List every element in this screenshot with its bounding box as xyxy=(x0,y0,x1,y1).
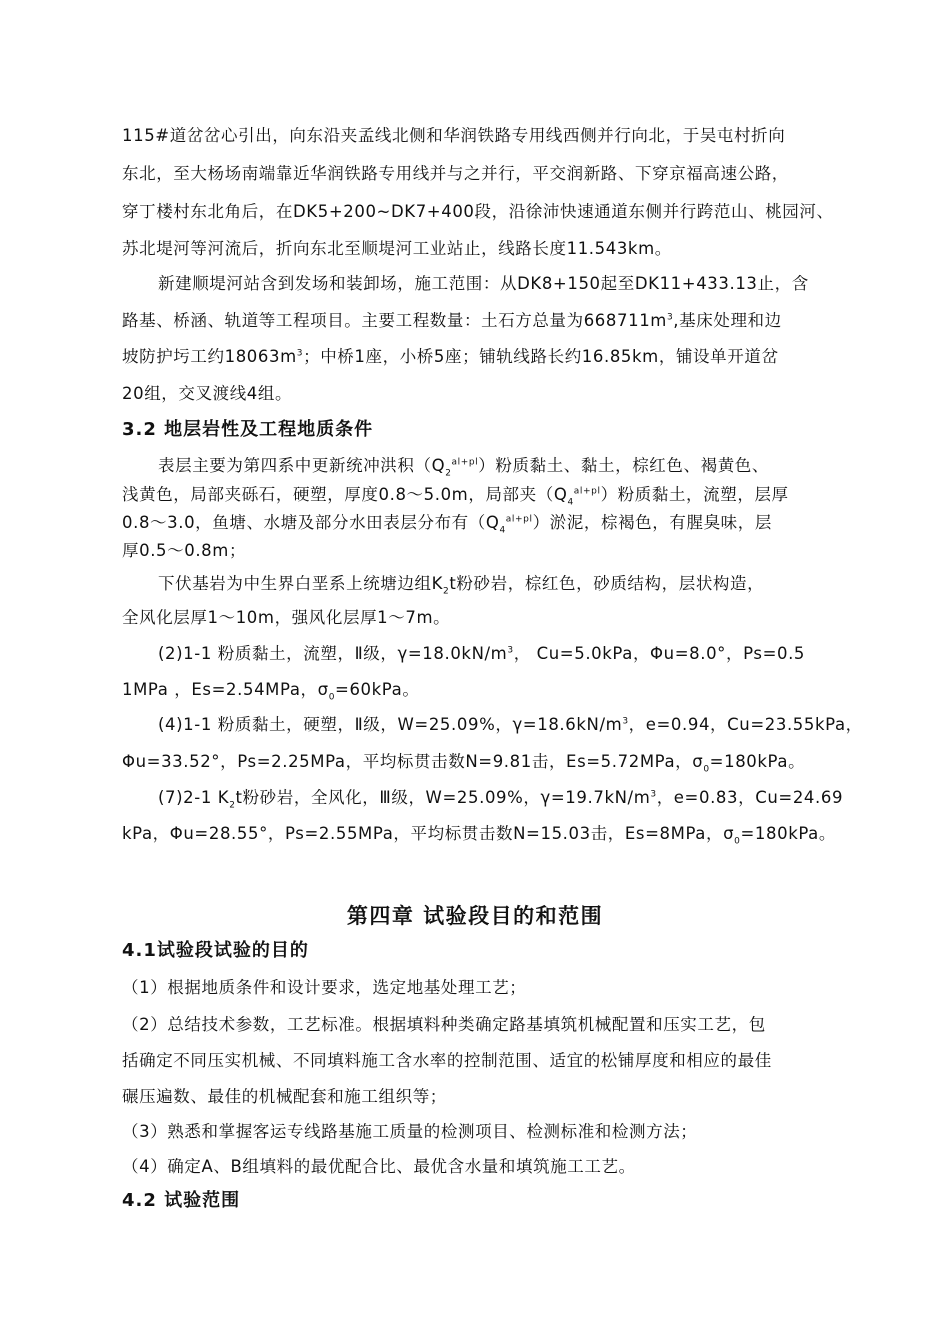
soil-item-7-cont: kPa，Φu=28.55°，Ps=2.55MPa，平均标贯击数N=15.03击，Es=8MPa，$\sigma_0=180kPa$。 xyxy=(122,824,836,847)
para-line: 浅黄色，局部夹砾石，硬塑，厚度0.8～5.0m，局部夹$(Q_4^{al+pl})$粉质黏土，流塑，层厚 xyxy=(122,485,789,508)
list-item-cont: 碾压遍数、最佳的机械配套和施工组织等； xyxy=(122,1087,447,1106)
section-heading-3-2: 3.2 地层岩性及工程地质条件 xyxy=(122,419,374,440)
list-item-cont: 括确定不同压实机械、不同填料施工含水率的控制范围、适宜的松铺厚度和相应的最佳 xyxy=(122,1051,772,1070)
para-line: 东北，至大杨场南端靠近华润铁路专用线并与之并行，平交润新路、下穿京福高速公路， xyxy=(122,164,789,183)
para-line: 下伏基岩为中生界白垩系上统塘边组$K_2t$粉砂岩，棕红色，砂质结构，层状构造， xyxy=(158,574,765,597)
section-heading-4-2: 4.2 试验范围 xyxy=(122,1190,241,1211)
list-item: （4）确定A、B组填料的最优配合比、最优含水量和填筑施工工艺。 xyxy=(122,1157,636,1176)
chapter-title: 第四章 试验段目的和范围 xyxy=(346,904,604,928)
para-line: 穿丁楼村东北角后，在DK5+200~DK7+400段，沿徐沛快速通道东侧并行跨范山、桃园河、 xyxy=(122,202,834,221)
list-item: （3）熟悉和掌握客运专线路基施工质量的检测项目、检测标准和检测方法； xyxy=(122,1122,698,1141)
para-line: 全风化层厚1～10m，强风化层厚1～7m。 xyxy=(122,608,451,627)
para-line: 表层主要为第四系中更新统冲洪积$(Q_2^{al+pl})$粉质黏土、黏土，棕红色、褐黄色、 xyxy=(158,456,769,479)
soil-item-7: (7)2-1 $K_2t$粉砂岩，全风化，Ⅲ级，W=25.09%，$\gamma=19.7kN/m^3$，e=0.83，Cu=24.69 xyxy=(158,788,844,811)
soil-item-2-cont: 1MPa ，Es=2.54MPa，$\sigma_0=60kPa$。 xyxy=(122,680,420,703)
para-line: 新建顺堤河站含到发场和装卸场，施工范围：从DK8+150起至DK11+433.13止，含 xyxy=(158,274,809,293)
para-line: 20组，交叉渡线4组。 xyxy=(122,384,293,403)
para-line: 路基、桥涵、轨道等工程项目。主要工程数量：土石方总量为$668711m^3$,基床处理和边 xyxy=(122,311,782,330)
soil-item-2: (2)1-1 粉质黏土，流塑，Ⅱ级，$\gamma=18.0kN/m^3$， Cu=5.0kPa，Φu=8.0°，Ps=0.5 xyxy=(158,644,806,663)
para-line: 厚0.5～0.8m； xyxy=(122,541,247,560)
soil-item-4-cont: Φu=33.52°，Ps=2.25MPa，平均标贯击数N=9.81击，Es=5.72MPa，$\sigma_0=180kPa$。 xyxy=(122,752,806,775)
soil-item-4: (4)1-1 粉质黏土，硬塑，Ⅱ级，W=25.09%，$\gamma=18.6kN/m^3$，e=0.94，Cu=23.55kPa， xyxy=(158,715,863,734)
para-line: 115#道岔岔心引出，向东沿夹孟线北侧和华润铁路专用线西侧并行向北，于吴屯村折向 xyxy=(122,126,786,145)
list-item: （2）总结技术参数，工艺标准。根据填料种类确定路基填筑机械配置和压实工艺，包 xyxy=(122,1015,766,1034)
para-line: 0.8～3.0，鱼塘、水塘及部分水田表层分布有$(Q_4^{al+pl})$淤泥，棕褐色，有腥臭味，层 xyxy=(122,513,772,536)
list-item: （1）根据地质条件和设计要求，选定地基处理工艺； xyxy=(122,978,527,997)
section-heading-4-1: 4.1试验段试验的目的 xyxy=(122,940,309,961)
para-line: 坡防护圬工约$18063m^3$；中桥1座，小桥5座；铺轨线路长约16.85km，铺设单开道岔 xyxy=(122,347,779,366)
para-line: 苏北堤河等河流后，折向东北至顺堤河工业站止，线路长度11.543km。 xyxy=(122,239,672,258)
